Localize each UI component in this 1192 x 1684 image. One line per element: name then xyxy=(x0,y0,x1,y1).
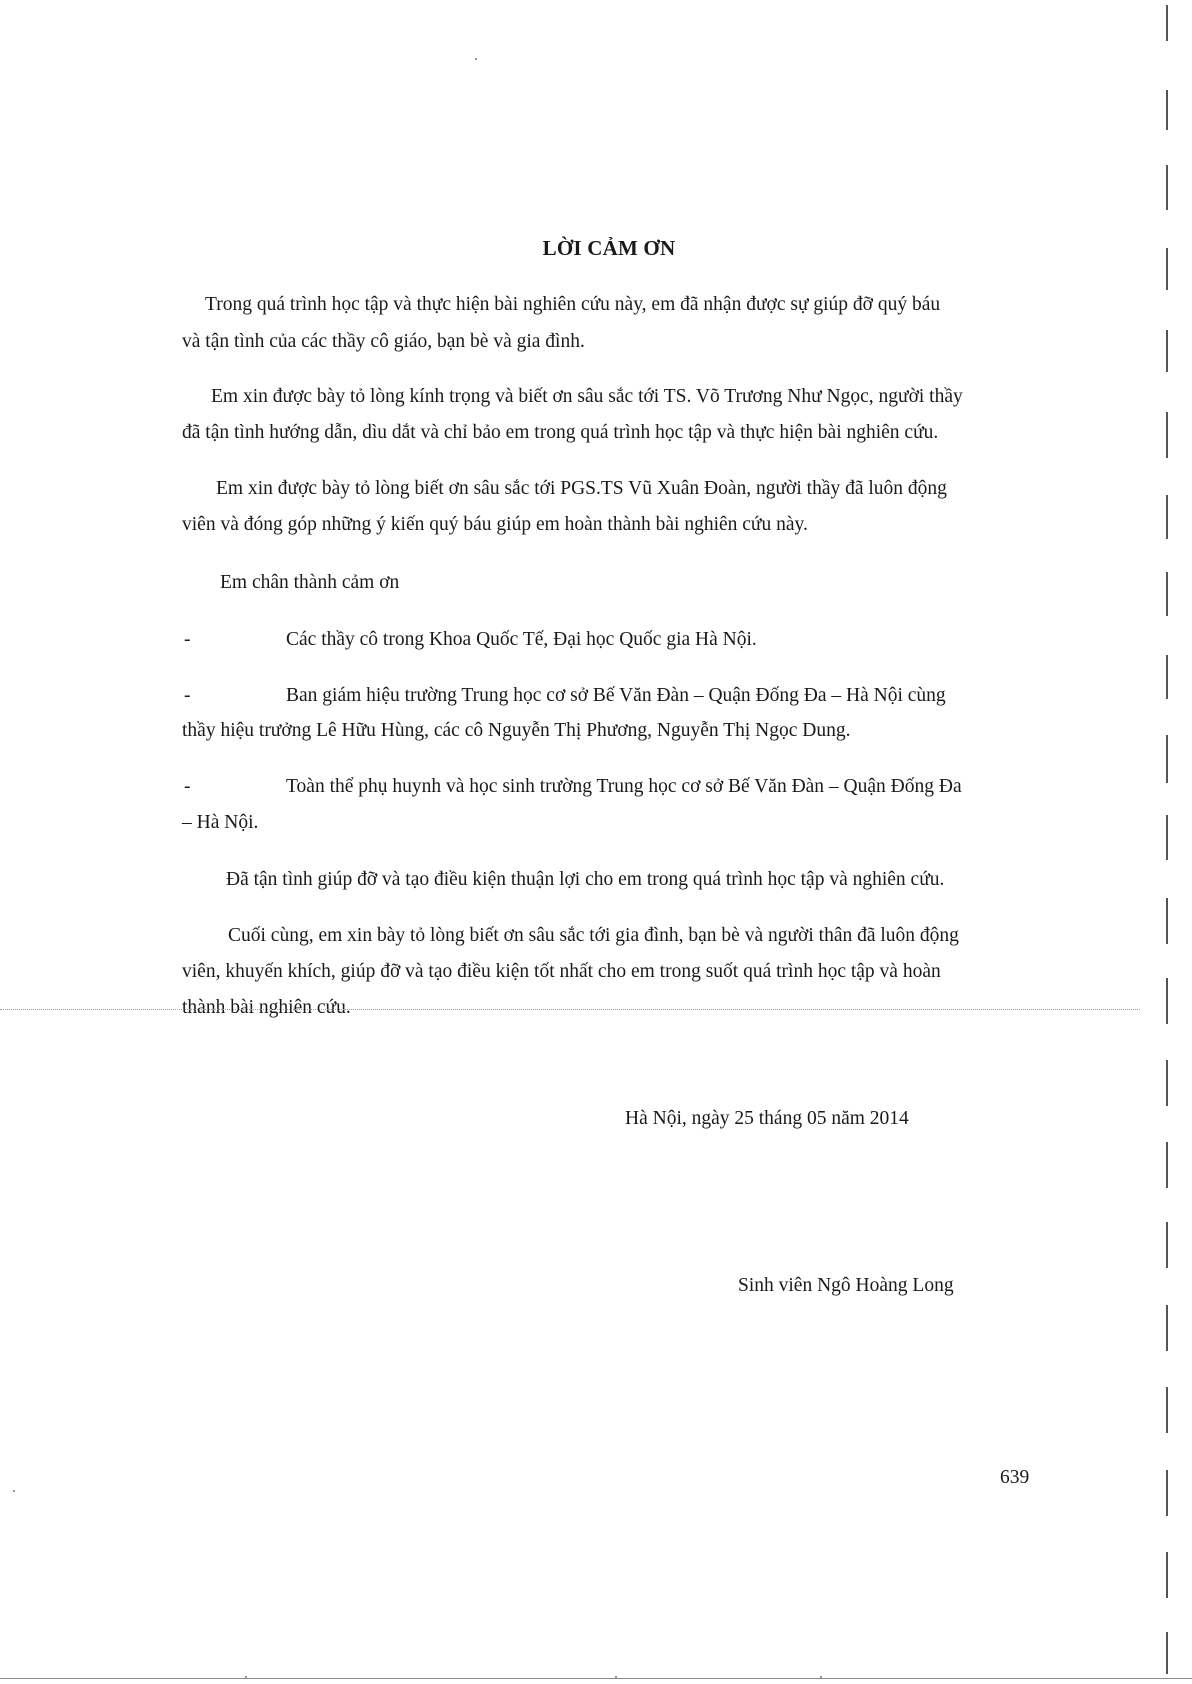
scan-speck xyxy=(615,1676,617,1678)
closing-paragraph-1-line-1: Đã tận tình giúp đỡ và tạo điều kiện thuận lợi cho em trong quá trình học tập và nghiên cứu. xyxy=(226,869,945,890)
list-item-2-line-2: thầy hiệu trưởng Lê Hữu Hùng, các cô Nguyễn Thị Phương, Nguyễn Thị Ngọc Dung. xyxy=(182,720,851,741)
paragraph-3-line-2: viên và đóng góp những ý kiến quý báu giúp em hoàn thành bài nghiên cứu này. xyxy=(182,514,808,535)
closing-paragraph-2-line-3: thành bài nghiên cứu. xyxy=(182,997,351,1018)
scan-edge-mark xyxy=(1166,1142,1168,1188)
scan-bottom-edge xyxy=(0,1678,1192,1679)
list-item-3-line-2: – Hà Nội. xyxy=(182,812,259,833)
list-item-1-marker: - xyxy=(184,629,191,650)
scan-speck xyxy=(820,1676,822,1678)
scan-edge-mark xyxy=(1166,330,1168,372)
scan-edge-mark xyxy=(1166,248,1168,290)
scan-edge-mark xyxy=(1166,1470,1168,1516)
list-item-1-line-1: Các thầy cô trong Khoa Quốc Tế, Đại học Quốc gia Hà Nội. xyxy=(286,629,757,650)
scan-edge-mark xyxy=(1166,655,1168,699)
paragraph-3-line-1: Em xin được bày tỏ lòng biết ơn sâu sắc tới PGS.TS Vũ Xuân Đoàn, người thầy đã luôn động xyxy=(216,478,947,499)
scan-speck xyxy=(245,1676,247,1678)
scan-edge-mark xyxy=(1166,1305,1168,1351)
paragraph-2-line-2: đã tận tình hướng dẫn, dìu dắt và chỉ bảo em trong quá trình học tập và thực hiện bài nghiên cứu. xyxy=(182,422,939,443)
scan-edge-mark xyxy=(1166,1387,1168,1433)
scan-edge-mark xyxy=(1166,90,1168,130)
scan-speck xyxy=(475,58,477,60)
scan-edge-mark xyxy=(1166,5,1168,41)
paragraph-1-line-2: và tận tình của các thầy cô giáo, bạn bè và gia đình. xyxy=(182,331,585,352)
list-item-2-line-1: Ban giám hiệu trường Trung học cơ sở Bế Văn Đàn – Quận Đống Đa – Hà Nội cùng xyxy=(286,685,946,706)
scan-edge-mark xyxy=(1166,495,1168,539)
closing-paragraph-2-line-1: Cuối cùng, em xin bày tỏ lòng biết ơn sâu sắc tới gia đình, bạn bè và người thân đã luôn động xyxy=(228,925,959,946)
scan-edge-mark xyxy=(1166,165,1168,210)
list-item-3-marker: - xyxy=(184,776,191,797)
scan-edge-mark xyxy=(1166,1060,1168,1106)
signature-line: Sinh viên Ngô Hoàng Long xyxy=(738,1275,954,1296)
scan-edge-mark xyxy=(1166,572,1168,616)
date-line: Hà Nội, ngày 25 tháng 05 năm 2014 xyxy=(625,1108,909,1129)
list-item-2-marker: - xyxy=(184,685,191,706)
paragraph-1-line-1: Trong quá trình học tập và thực hiện bài nghiên cứu này, em đã nhận được sự giúp đỡ quý báu xyxy=(205,294,941,315)
closing-paragraph-2-line-2: viên, khuyến khích, giúp đỡ và tạo điều kiện tốt nhất cho em trong suốt quá trình học tập và hoàn xyxy=(182,961,941,982)
list-item-3-line-1: Toàn thể phụ huynh và học sinh trường Trung học cơ sở Bế Văn Đàn – Quận Đống Đa xyxy=(286,776,962,797)
page-number: 639 xyxy=(1000,1467,1030,1488)
scan-edge-mark xyxy=(1166,1552,1168,1598)
scan-edge-mark xyxy=(1166,412,1168,458)
paragraph-2-line-1: Em xin được bày tỏ lòng kính trọng và biết ơn sâu sắc tới TS. Võ Trương Như Ngọc, người thầy xyxy=(211,386,963,407)
scan-edge-mark xyxy=(1166,898,1168,944)
page-title: LỜI CẢM ƠN xyxy=(542,236,676,260)
scan-edge-mark xyxy=(1166,978,1168,1024)
scan-edge-mark xyxy=(1166,1632,1168,1674)
paragraph-4-line-1: Em chân thành cảm ơn xyxy=(220,572,400,593)
scan-edge-mark xyxy=(1166,735,1168,783)
scan-dotted-rule xyxy=(0,1009,1140,1010)
scan-edge-mark xyxy=(1166,815,1168,860)
scan-edge-mark xyxy=(1166,1222,1168,1268)
scan-speck xyxy=(13,1490,15,1492)
